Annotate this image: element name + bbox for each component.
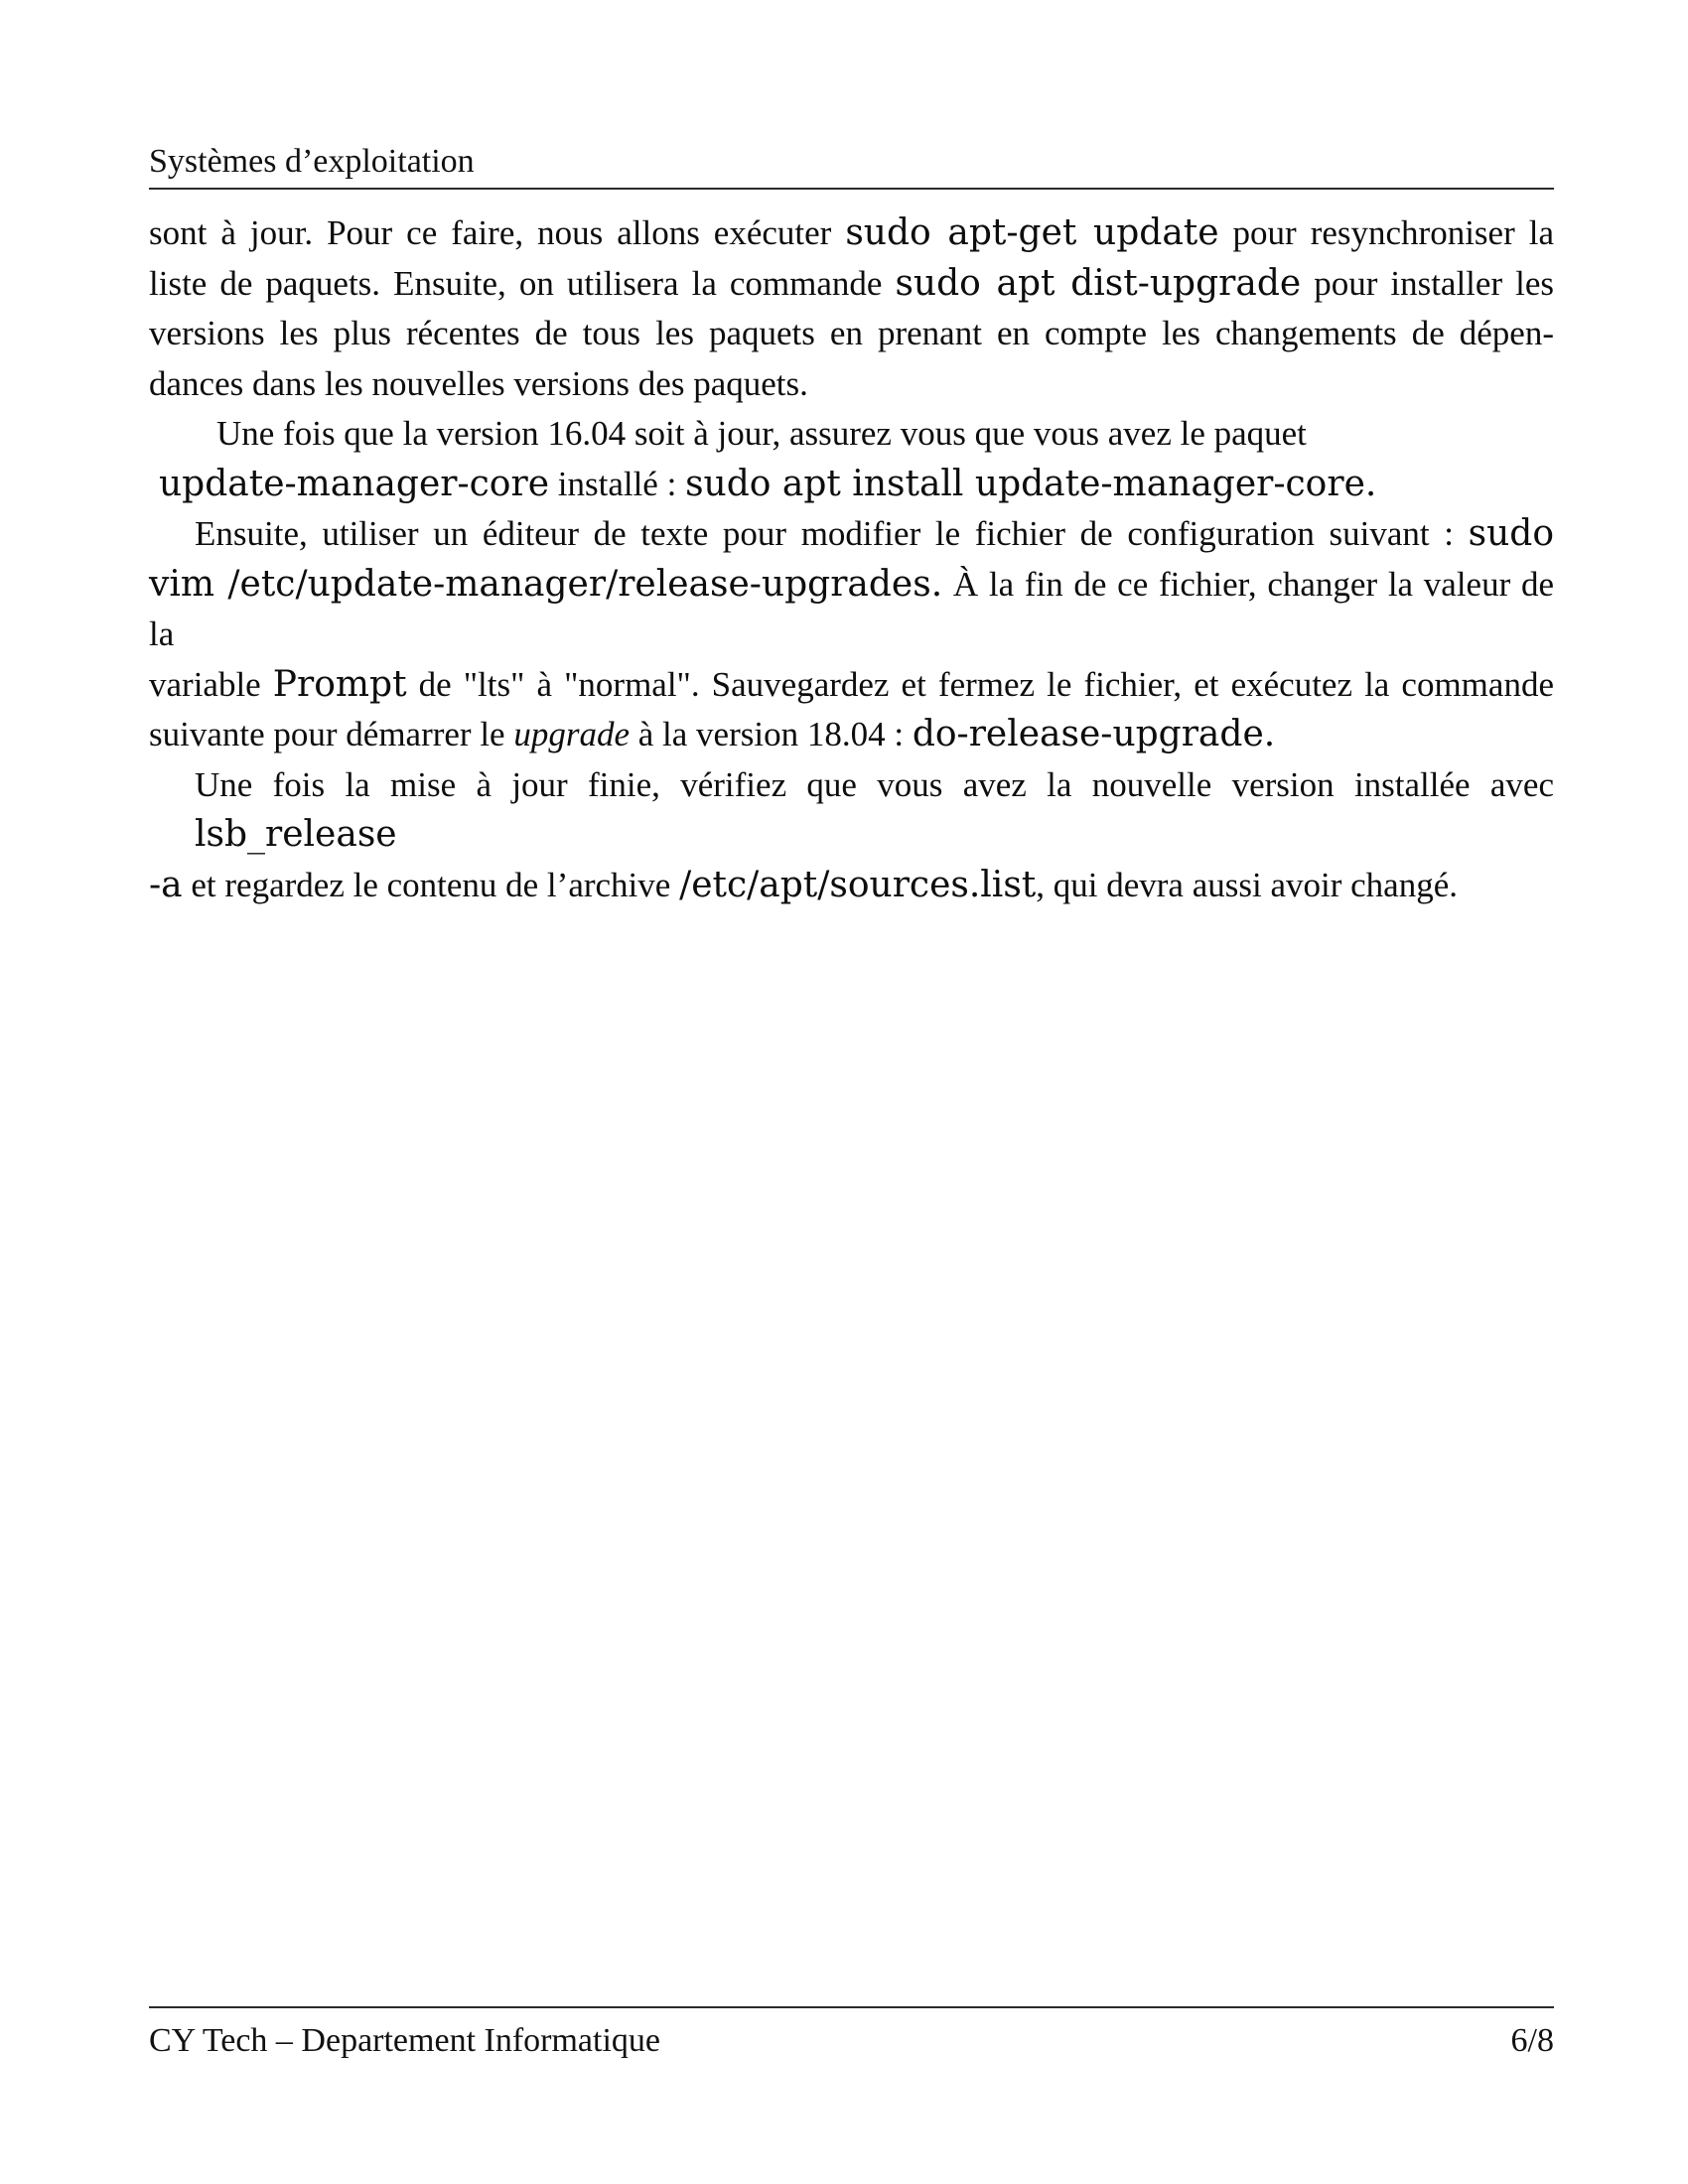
text-run: suivante pour démarrer le: [149, 715, 514, 753]
inline-code: do-release-upgrade.: [912, 714, 1276, 754]
text-run: et regardez le contenu de l’archive: [182, 865, 680, 904]
text-run: à la version 18.04 :: [630, 715, 913, 753]
footer-institution: CY Tech – Departement Informatique: [149, 2022, 660, 2059]
text-run: versions les plus récentes de tous les paquets en prenant en compte les changements de dépen-: [149, 314, 1554, 352]
text-run: installé :: [549, 464, 686, 503]
text-run: pour installer les: [1301, 263, 1554, 303]
body-line: [149, 710, 1554, 760]
inline-code: vim /etc/update-manager/release-upgrades.: [149, 563, 943, 605]
text-run: liste de paquets. Ensuite, on utilisera la commande: [149, 263, 896, 303]
text-run: À la fin de ce fichier, changer la valeur de la: [149, 564, 1554, 653]
body-line: [149, 309, 1554, 359]
body-line: [149, 359, 1554, 410]
text-run: Ensuite, utiliser un éditeur de texte pour modifier le fichier de configuration suivant :: [195, 514, 1469, 553]
footer-rule: [149, 2006, 1554, 2008]
body-line: [149, 259, 1554, 310]
body-line: [149, 509, 1554, 560]
text-run: dances dans les nouvelles versions des paquets.: [149, 363, 808, 403]
body-line: [149, 560, 1554, 660]
italic-text: upgrade: [513, 715, 631, 753]
inline-code: update-manager-core: [159, 463, 549, 504]
inline-code: /etc/apt/sources.list: [679, 864, 1037, 905]
body-line: [149, 760, 1554, 861]
text-run: , qui devra aussi avoir changé.: [1036, 865, 1458, 904]
inline-code: sudo apt install update-manager-core.: [685, 463, 1377, 504]
body-line: [149, 208, 1554, 259]
body-line: [149, 409, 1554, 460]
inline-code: sudo apt-get update: [845, 212, 1219, 253]
body-line: [149, 861, 1554, 911]
page-header-title: Systèmes d’exploitation: [149, 143, 475, 180]
header-rule: [149, 188, 1554, 190]
body-line: [149, 460, 1554, 510]
page-footer: [149, 2020, 1554, 2062]
inline-code: Prompt: [272, 663, 407, 705]
text-run: de "lts" à "normal". Sauvegardez et fermez le fichier, et exécutez la commande: [406, 664, 1554, 704]
text-run: Une fois que la version 16.04 soit à jour, assurez vous que vous avez le paquet: [216, 414, 1307, 453]
text-run: variable: [149, 664, 273, 704]
inline-code: sudo apt dist-upgrade: [895, 262, 1302, 304]
inline-code: -a: [149, 864, 183, 905]
footer-page-number: 6/8: [1510, 2022, 1554, 2059]
text-run: pour resynchroniser la: [1218, 213, 1554, 252]
text-run: sont à jour. Pour ce faire, nous allons exécuter: [149, 213, 846, 252]
text-run: Une fois la mise à jour finie, vérifiez que vous avez la nouvelle version installée avec: [195, 764, 1554, 804]
inline-code: lsb_release: [195, 814, 397, 855]
body-line: [149, 660, 1554, 711]
document-body: [149, 208, 1554, 910]
inline-code: sudo: [1468, 513, 1554, 554]
